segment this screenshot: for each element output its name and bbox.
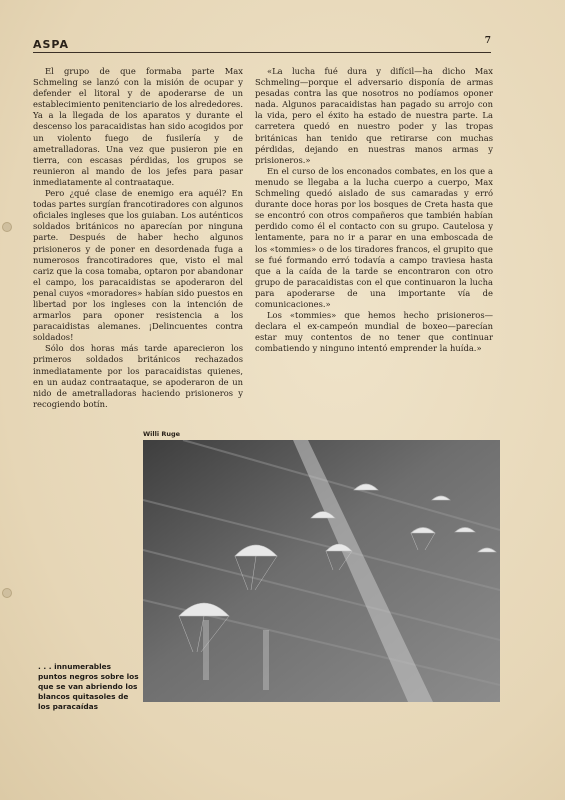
right-column bbox=[255, 66, 493, 354]
paragraph: Pero ¿qué clase de enemigo era aquél? En todas partes surgían francotiradores con algunos oficiales ingleses que los guiaban. Los auténticos soldados británicos no aparecían por ninguna parte. Después de haber hecho algunos prisioneros y de poner en desordenada fuga a numerosos francotiradores que, visto el mal cariz que la cosa tomaba, optaron por abandonar el campo, los paracaidistas se apoderaron del penal cuyos «moradores» habían sido puestos en libertad por los ingleses con la intención de armarlos para oponer resistencia a los paracaidistas alemanes. ¡Delincuentes contra soldados! bbox=[33, 188, 243, 343]
page-number: 7 bbox=[484, 36, 491, 46]
binding-hole bbox=[2, 222, 12, 232]
paratroopers-photo bbox=[143, 440, 500, 702]
binding-hole bbox=[2, 588, 12, 598]
photo-caption: . . . innumerables puntos negros sobre los que se van abriendo los blancos quitasoles de los paracaídas bbox=[38, 662, 139, 711]
paragraph: Sólo dos horas más tarde aparecieron los primeros soldados británicos rechazados inmediatamente por los paracaidistas quienes, en un audaz contraataque, se apoderaron de un nido de ametralladoras haciendo prisioneros y recogiendo botín. bbox=[33, 343, 243, 409]
photo-credit: Willi Ruge bbox=[143, 430, 181, 438]
magazine-title: ASPA bbox=[33, 38, 70, 51]
paragraph: En el curso de los enconados combates, en los que a menudo se llegaba a la lucha cuerpo a cuerpo, Max Schmeling quedó aislado de sus camaradas y erró durante doce horas por los bosques de Creta hasta que se encontró con otros compañeros que también habían perdido como él el contacto con su grupo. Cautelosa y lentamente, para no ir a parar en una emboscada de los «tommies» o de los tiradores francos, el grupito que se fué formando erró todavía a campo traviesa hasta que a la caída de la tarde se encontraron con otro grupo de paracaidistas con el que continuaron la lucha para apoderarse de una importante vía de comunicaciones.» bbox=[255, 165, 493, 309]
paragraph: Los «tommies» que hemos hecho prisioneros—declara el ex-campeón mundial de boxeo—parecían estar muy contentos de no tener que continuar combatiendo y ninguno intentó emprender la huída.» bbox=[255, 310, 493, 354]
left-column bbox=[33, 66, 243, 410]
header-rule bbox=[33, 52, 491, 53]
paragraph: El grupo de que formaba parte Max Schmeling se lanzó con la misión de ocupar y defender el litoral y de apoderarse de un establecimiento penitenciario de los alrededores. Ya a la llegada de los aparatos y durante el descenso los paracaidistas han sido acogidos por un violento fuego de fusilería y de ametralladoras. Una vez que pusieron pie en tierra, con escasas pérdidas, los grupos se reunieron al mando de los jefes para pasar inmediatamente al contraataque. bbox=[33, 66, 243, 187]
paragraph: «La lucha fué dura y difícil—ha dicho Max Schmeling—porque el adversario disponía de armas pesadas contra las que nosotros no podíamos oponer nada. Algunos paracaidistas han pagado su arrojo con la vida, pero el éxito ha estado de nuestra parte. La carretera quedó en nuestro poder y las tropas británicas han tenido que retirarse con muchas pérdidas, dejando en nuestras manos armas y prisioneros.» bbox=[255, 66, 493, 165]
